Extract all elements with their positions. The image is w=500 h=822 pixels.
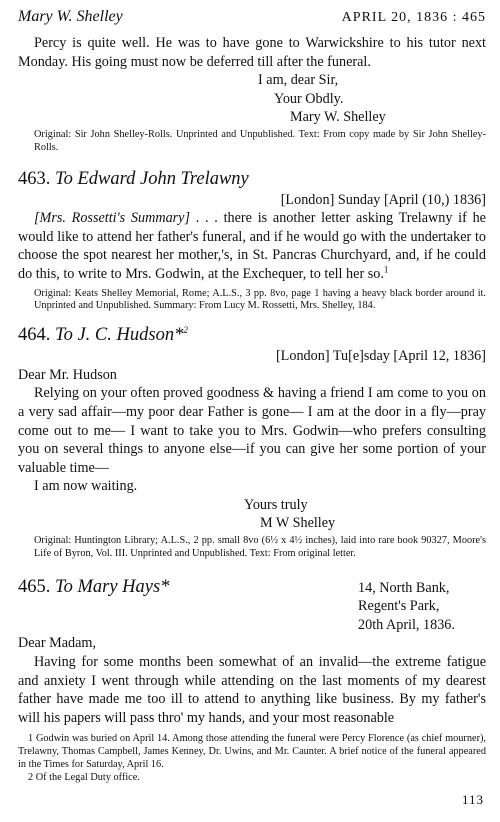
page bbox=[18, 8, 486, 785]
source-note: Original: Huntington Library; A.L.S., 2 pp. small 8vo (6½ x 4½ inches), laid into rare book 90327, Moore's Life of Byron, Vol. III. Unprinted and Unpublished. Text: From original letter. bbox=[34, 535, 486, 559]
letter-465-body: Having for some months been somewhat of an invalid—the extreme fatigue and anxiety I went through while attending on the last moments of my dearest father have made me too ill to attend to anything like business. By my father's will his papers will pass thro' my hands, and your most reasonable bbox=[18, 654, 486, 726]
source-note: Original: Sir John Shelley-Rolls. Unprinted and Unpublished. Text: From copy made by Sir John Shelley-Rolls. bbox=[34, 128, 486, 153]
closing-line-2: Your Obdly. bbox=[274, 90, 344, 107]
salutation: Dear Madam, bbox=[18, 635, 96, 652]
running-head-date: APRIL 20, 1836 : 465 bbox=[341, 10, 486, 25]
footnote-2: 2 Of the Legal Duty office. bbox=[28, 771, 140, 783]
address-line-1: 14, North Bank, bbox=[358, 579, 450, 596]
letter-465-heading bbox=[18, 575, 486, 635]
letter-465-continued-body: Percy is quite well. He was to have gone to Warwickshire to his tutor next Monday. His going must now be deferred till after the funeral. bbox=[18, 35, 486, 70]
letter-463-heading bbox=[18, 167, 486, 191]
source-note: Original: Keats Shelley Memorial, Rome; A.L.S., 3 pp. 8vo, page 1 having a heavy black border around it. Unprinted and Unpublished. Summary: From Lucy M. Rossetti, Mrs. Shelley, 184. bbox=[34, 287, 486, 312]
letter-number: 463. bbox=[18, 168, 51, 189]
address-line-3: 20th April, 1836. bbox=[358, 616, 455, 633]
closing-line-1: I am, dear Sir, bbox=[258, 72, 339, 89]
letter-464-heading bbox=[18, 323, 486, 347]
letter-463-text: . . . there is another letter asking Trelawny if he would like to attend her father's funeral, and if he would go with the undertaker to choose the spot nearest her mother,'s, in St. Pancras Churchyard, and, if he could do this, to write to Mrs. Godwin, at the Exchequer, to tell her so. bbox=[18, 210, 486, 282]
salutation: Dear Mr. Hudson bbox=[18, 366, 117, 383]
letter-number: 465. bbox=[18, 576, 51, 597]
closing-line-1: Yours truly bbox=[244, 496, 308, 513]
letter-title: To Edward John Trelawny bbox=[55, 168, 249, 189]
letter-463-body bbox=[18, 209, 486, 283]
letter-464-body-2: I am now waiting. bbox=[34, 478, 138, 495]
footnote-ref: 1 bbox=[383, 264, 389, 275]
letter-title: To Mary Hays* bbox=[55, 576, 170, 597]
address-line-2: Regent's Park, bbox=[358, 598, 440, 615]
footnote-1: 1 Godwin was buried on April 14. Among those attending the funeral were Percy Florence (as chief mourner), Trelawny, Thomas Campbell, James Kenney, Dr. Uwins, and Mr. Caunter. A brief notice of the funeral appeared in the Times for Saturday, April 16. bbox=[18, 733, 486, 770]
summary-label: [Mrs. Rossetti's Summary] bbox=[34, 210, 190, 227]
running-head bbox=[18, 8, 486, 34]
footnote-ref: 2 bbox=[183, 324, 188, 335]
letter-number: 464. bbox=[18, 325, 51, 346]
running-head-author: Mary W. Shelley bbox=[18, 8, 123, 25]
letter-title: To J. C. Hudson* bbox=[55, 325, 184, 346]
signature: Mary W. Shelley bbox=[290, 109, 386, 126]
page-number: 113 bbox=[461, 792, 484, 807]
letter-463-dateline: [London] Sunday [April (10,) 1836] bbox=[280, 191, 486, 208]
address-block bbox=[358, 579, 486, 635]
signature: M W Shelley bbox=[260, 515, 336, 532]
letter-464-body: Relying on your often proved goodness & having a friend I am come to you on a very sad affair—my poor dear Father is gone— I am at the door in a fly—pray come out to me— I want to take you to Mrs. Godwin—who prefers consulting you on several things to anyone else—if you can give her some portion of your valuable time— bbox=[18, 385, 486, 476]
letter-464-dateline: [London] Tu[e]sday [April 12, 1836] bbox=[275, 348, 486, 365]
